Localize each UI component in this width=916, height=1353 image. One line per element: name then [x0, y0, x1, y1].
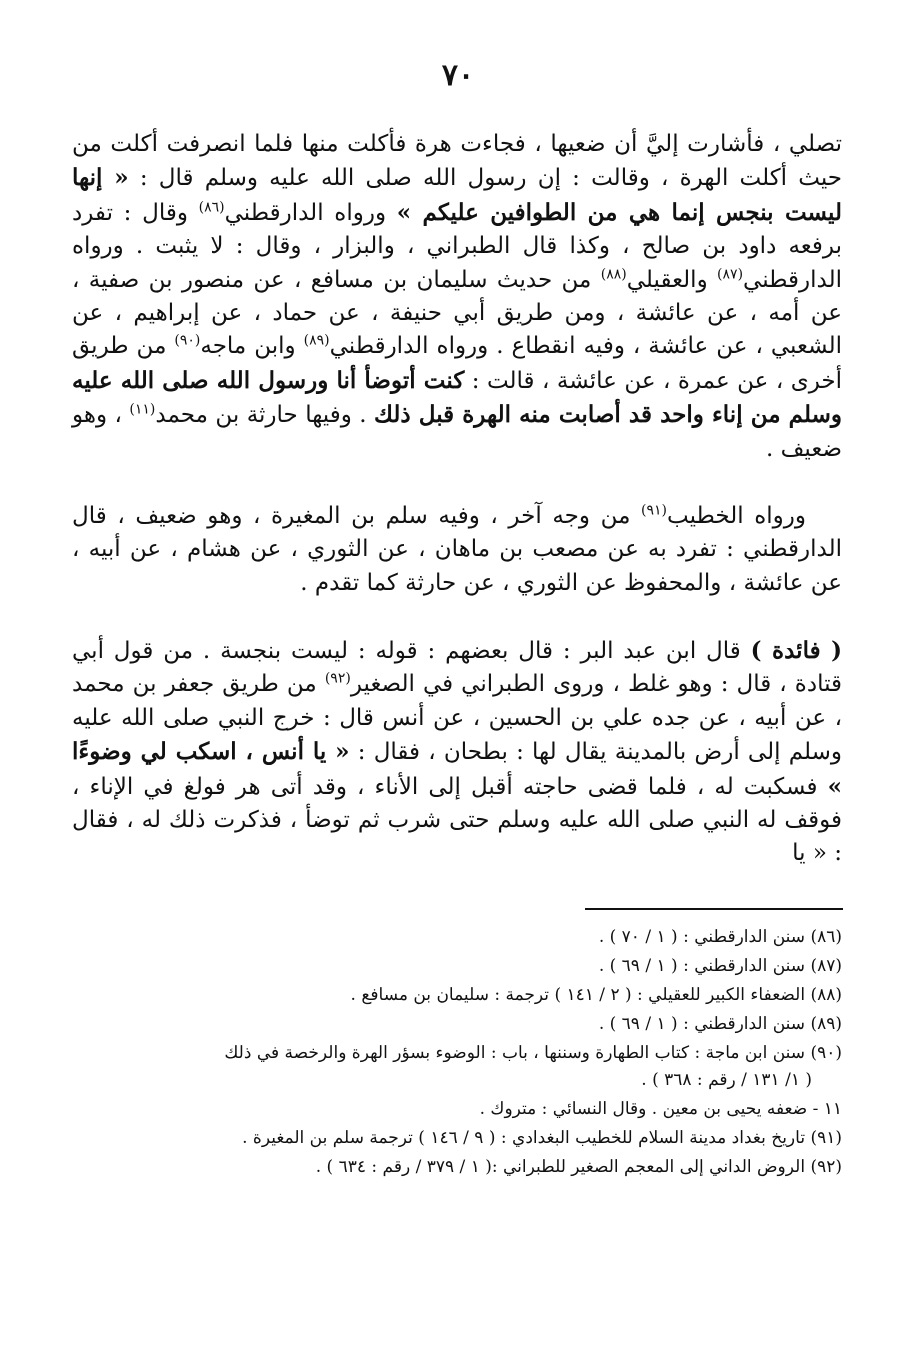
paragraph-1-text-6: وابن ماجه: [200, 333, 304, 360]
footnote-11: ١١ - ضعفه يحيى بن معين . وقال النسائي : متروك .: [479, 1099, 842, 1119]
paragraph-1-hadith-1: « إنها ليست بنجس إنما هي من الطوافين عليكم »: [72, 164, 842, 226]
footnote-divider: [585, 908, 843, 910]
footnote-ref-88[interactable]: (٨٨): [600, 265, 627, 282]
paragraph-1-text-4: والعقيلي: [626, 266, 718, 293]
paragraph-3-hadith: « يا أنس ، اسكب لي وضوءًا »: [72, 738, 842, 800]
paragraph-3-text-2: من طريق جعفر بن محمد ، عن أبيه ، عن جده علي بن الحسين ، عن أنس قال : خرج النبي صلى الله عليه وسلم إلى أرض بالمدينة يقال لها : بطحان ، فقال :: [72, 671, 843, 766]
paragraph-3: [72, 634, 842, 871]
paragraph-1-text-8: . وفيها حارثة بن محمد: [155, 402, 375, 429]
footnote-90: (٩٠) سنن ابن ماجة : كتاب الطهارة وسننها ، باب : الوضوء بسؤر الهرة والرخصة في ذلك: [224, 1043, 842, 1063]
footnote-ref-87[interactable]: (٨٧): [717, 265, 744, 282]
footnote-ref-91[interactable]: (٩١): [641, 502, 667, 519]
footnote-ref-11[interactable]: (١١): [129, 401, 156, 418]
footnote-ref-90[interactable]: (٩٠): [174, 332, 201, 349]
paragraph-1-text-5: من حديث سليمان بن مسافع ، عن منصور بن صفية ، عن أمه ، عن عائشة ، ومن طريق أبي حنيفة ، عن حماد ، عن إبراهيم ، عن الشعبي ، عن عائشة ، وفيه انقطاع . ورواه الدارقطني: [72, 266, 843, 360]
footnote-88: (٨٨) الضعفاء الكبير للعقيلي : ( ٢ / ١٤١ ) ترجمة : سليمان بن مسافع .: [350, 985, 842, 1005]
paragraph-1-text-7: من طريق أخرى ، عن عمرة ، عن عائشة ، قالت :: [72, 333, 843, 394]
footnote-ref-92[interactable]: (٩٢): [324, 670, 351, 687]
footnote-87: (٨٧) سنن الدارقطني : ( ١ / ٦٩ ) .: [598, 956, 842, 976]
paragraph-1-text-2: ورواه الدارقطني: [224, 199, 397, 226]
footnote-89: (٨٩) سنن الدارقطني : ( ١ / ٦٩ ) .: [598, 1014, 842, 1034]
paragraph-2-text-2: من وجه آخر ، وفيه سلم بن المغيرة ، وهو ضعيف ، قال الدارقطني : تفرد به عن مصعب بن ماهان ، عن الثوري ، عن هشام ، عن أبيه ، عن عائشة ، والمحفوظ عن الثوري ، عن حارثة كما تقدم .: [72, 503, 842, 596]
footnotes: [60, 925, 842, 1184]
footnote-ref-89[interactable]: (٨٩): [303, 332, 330, 349]
paragraph-1-text-1: تصلي ، فأشارت إليَّ أن ضعيها ، فجاءت هرة فأكلت منها فلما انصرفت أكلت من حيث أكلت الهرة ، وقالت : إن رسول الله صلى الله عليه وسلم قال :: [72, 131, 842, 192]
footnote-90-continuation: ( ١/ ١٣١ / رقم : ٣٦٨ ) .: [641, 1070, 812, 1090]
page-number: ٧٠: [441, 58, 475, 93]
footnote-ref-86[interactable]: (٨٦): [198, 199, 225, 216]
footnote-92: (٩٢) الروض الداني إلى المعجم الصغير للطبراني :( ١ / ٣٧٩ / رقم : ٦٣٤ ) .: [315, 1157, 842, 1177]
paragraph-1-text-9: ، وهو ضعيف .: [72, 402, 842, 462]
footnote-86: (٨٦) سنن الدارقطني : ( ١ / ٧٠ ) .: [598, 927, 842, 947]
paragraph-1-hadith-2: كنت أتوضأ أنا ورسول الله صلى الله عليه وسلم من إناء واحد قد أصابت منه الهرة قبل ذلك: [72, 366, 842, 429]
paragraph-3-text-3: فسكبت له ، فلما قضى حاجته أقبل إلى الأناء ، وقد أتى هر فولغ في الإناء ، فوقف له النبي صلى الله عليه وسلم حتى شرب ثم توضأ ، فذكرت ذلك له ، فقال : « يا: [72, 773, 842, 867]
paragraph-1-text-3: وقال : تفرد برفعه داود بن صالح ، وكذا قال الطبراني ، والبزار ، وقال : لا يثبت . ورواه الدارقطني: [72, 199, 842, 293]
paragraph-3-benefit-label: ( فائدة ): [750, 637, 843, 664]
paragraph-2-text-1: ورواه الخطيب: [667, 503, 806, 529]
paragraph-1: [72, 128, 842, 466]
paragraph-3-text-1: قال ابن عبد البر : قال بعضهم : قوله : ليست بنجسة . من قول أبي قتادة ، قال : وهو غلط ، وروى الطبراني في الصغير: [72, 638, 843, 698]
footnote-91: (٩١) تاريخ بغداد مدينة السلام للخطيب البغدادي : ( ٩ / ١٤٦ ) ترجمة سلم بن المغيرة .: [242, 1128, 842, 1148]
paragraph-2: [72, 500, 842, 600]
